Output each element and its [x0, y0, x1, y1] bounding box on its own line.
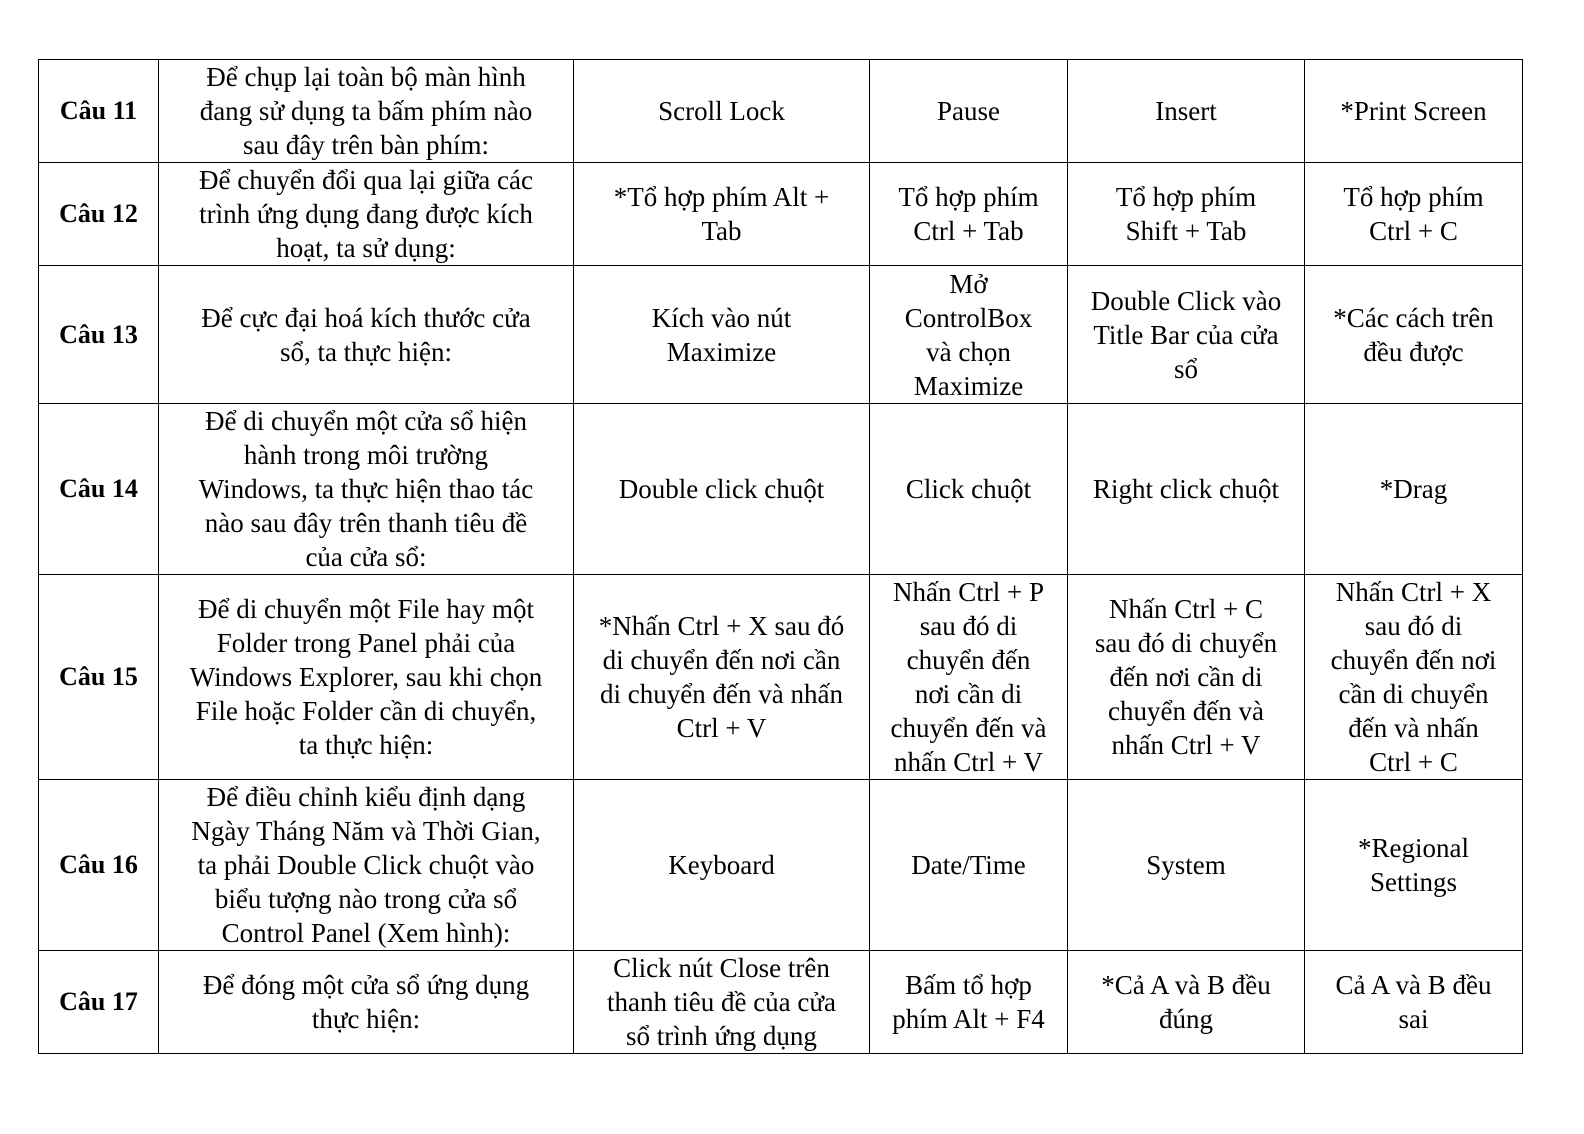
question-row: [39, 266, 1523, 404]
option-a: Keyboard: [574, 780, 870, 951]
option-d: Cả A và B đều sai: [1305, 951, 1523, 1054]
option-c: *Cả A và B đều đúng: [1068, 951, 1305, 1054]
question-row: [39, 60, 1523, 163]
option-a: Kích vào nút Maximize: [574, 266, 870, 404]
option-d: Tổ hợp phím Ctrl + C: [1305, 163, 1523, 266]
question-prompt: Để chuyển đổi qua lại giữa các trình ứng dụng đang được kích hoạt, ta sử dụng:: [159, 163, 574, 266]
option-a: *Tổ hợp phím Alt + Tab: [574, 163, 870, 266]
question-number: Câu 17: [39, 951, 159, 1054]
question-number: Câu 16: [39, 780, 159, 951]
option-c: Insert: [1068, 60, 1305, 163]
question-prompt: Để di chuyển một cửa sổ hiện hành trong môi trường Windows, ta thực hiện thao tác nào sau đây trên thanh tiêu đề của cửa sổ:: [159, 404, 574, 575]
question-number: Câu 12: [39, 163, 159, 266]
question-row: [39, 575, 1523, 780]
question-row: [39, 951, 1523, 1054]
option-b: Mở ControlBox và chọn Maximize: [870, 266, 1068, 404]
quiz-table: [38, 59, 1523, 1054]
option-b: Nhấn Ctrl + P sau đó di chuyển đến nơi cần di chuyển đến và nhấn Ctrl + V: [870, 575, 1068, 780]
option-a: *Nhấn Ctrl + X sau đó di chuyển đến nơi cần di chuyển đến và nhấn Ctrl + V: [574, 575, 870, 780]
option-b: Date/Time: [870, 780, 1068, 951]
question-number: Câu 11: [39, 60, 159, 163]
question-prompt: Để di chuyển một File hay một Folder trong Panel phải của Windows Explorer, sau khi chọn File hoặc Folder cần di chuyển, ta thực hiện:: [159, 575, 574, 780]
option-a: Scroll Lock: [574, 60, 870, 163]
question-row: [39, 404, 1523, 575]
question-prompt: Để cực đại hoá kích thước cửa sổ, ta thực hiện:: [159, 266, 574, 404]
option-a: Double click chuột: [574, 404, 870, 575]
option-b: Bấm tổ hợp phím Alt + F4: [870, 951, 1068, 1054]
option-b: Click chuột: [870, 404, 1068, 575]
option-b: Pause: [870, 60, 1068, 163]
option-a: Click nút Close trên thanh tiêu đề của cửa sổ trình ứng dụng: [574, 951, 870, 1054]
option-d: *Regional Settings: [1305, 780, 1523, 951]
option-d: *Print Screen: [1305, 60, 1523, 163]
question-number: Câu 14: [39, 404, 159, 575]
option-d: *Các cách trên đều được: [1305, 266, 1523, 404]
question-number: Câu 13: [39, 266, 159, 404]
option-c: System: [1068, 780, 1305, 951]
option-c: Nhấn Ctrl + C sau đó di chuyển đến nơi cần di chuyển đến và nhấn Ctrl + V: [1068, 575, 1305, 780]
question-prompt: Để chụp lại toàn bộ màn hình đang sử dụng ta bấm phím nào sau đây trên bàn phím:: [159, 60, 574, 163]
option-d: Nhấn Ctrl + X sau đó di chuyển đến nơi cần di chuyển đến và nhấn Ctrl + C: [1305, 575, 1523, 780]
question-prompt: Để điều chỉnh kiểu định dạng Ngày Tháng Năm và Thời Gian, ta phải Double Click chuột vào biểu tượng nào trong cửa sổ Control Panel (Xem hình):: [159, 780, 574, 951]
question-row: [39, 163, 1523, 266]
question-number: Câu 15: [39, 575, 159, 780]
option-c: Double Click vào Title Bar của cửa sổ: [1068, 266, 1305, 404]
option-d: *Drag: [1305, 404, 1523, 575]
question-prompt: Để đóng một cửa sổ ứng dụng thực hiện:: [159, 951, 574, 1054]
option-c: Right click chuột: [1068, 404, 1305, 575]
question-row: [39, 780, 1523, 951]
option-b: Tổ hợp phím Ctrl + Tab: [870, 163, 1068, 266]
option-c: Tổ hợp phím Shift + Tab: [1068, 163, 1305, 266]
